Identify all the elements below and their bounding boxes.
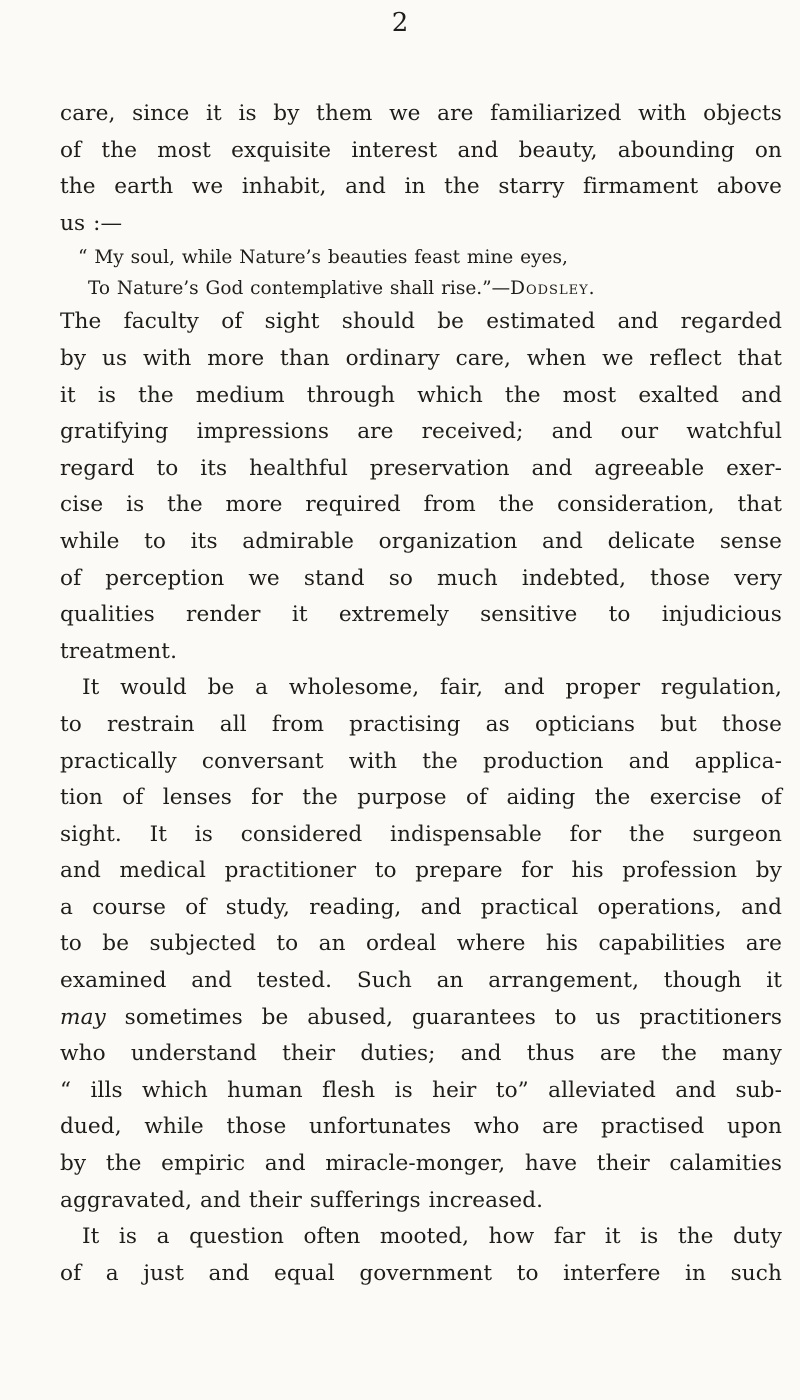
text-line: tion of lenses for the purpose of aiding the exercise of <box>60 785 782 811</box>
text-line: the earth we inhabit, and in the starry firmament above <box>60 174 782 200</box>
text-line: It is a question often mooted, how far it is the duty <box>82 1224 782 1250</box>
text-line: aggravated, and their sufferings increased. <box>60 1187 544 1213</box>
page-number: 2 <box>391 8 409 38</box>
block-quote <box>60 242 782 304</box>
body-text <box>60 96 782 1292</box>
text-line: qualities render it extremely sensitive to injudicious <box>60 602 782 628</box>
text-line: gratifying impressions are received; and our watchful <box>60 419 782 445</box>
text-line: by the empiric and miracle-monger, have their calamities <box>60 1151 782 1177</box>
text-line <box>60 1000 782 1037</box>
quote-line: “ My soul, while Nature’s beauties feast mine eyes, <box>78 247 568 269</box>
text-line: treatment. <box>60 638 178 664</box>
text-line: “ ills which human flesh is heir to” alleviated and sub- <box>60 1077 782 1103</box>
text-line: of a just and equal government to interfere in such <box>60 1260 782 1286</box>
emphasis: may <box>60 1004 106 1030</box>
quote-text: To Nature’s God contemplative shall rise.”— <box>88 278 511 300</box>
text-line: by us with more than ordinary care, when we reflect that <box>60 345 782 371</box>
text-line: while to its admirable organization and delicate sense <box>60 528 782 554</box>
paragraph <box>60 304 782 670</box>
text-line: examined and tested. Such an arrangement, though it <box>60 968 782 994</box>
text-line: to be subjected to an ordeal where his capabilities are <box>60 931 782 957</box>
text-line: care, since it is by them we are familiarized with objects <box>60 101 782 126</box>
text-line: The faculty of sight should be estimated and regarded <box>60 309 782 335</box>
text-run: sometimes be abused, guarantees to us practitioners <box>105 1004 782 1030</box>
text-line: who understand their duties; and thus are the many <box>60 1041 782 1067</box>
text-line: it is the medium through which the most exalted and <box>60 382 782 408</box>
text-line: sight. It is considered indispensable for the surgeon <box>60 821 782 847</box>
text-line: us :— <box>60 210 123 236</box>
text-line: practically conversant with the production and applica- <box>60 748 782 774</box>
paragraph <box>60 1219 782 1292</box>
paragraph <box>60 670 782 1219</box>
text-line: of the most exquisite interest and beauty, abounding on <box>60 137 782 163</box>
quote-attribution: Dodsley. <box>510 278 596 300</box>
text-line: to restrain all from practising as opticians but those <box>60 711 782 737</box>
text-line: dued, while those unfortunates who are practised upon <box>60 1114 782 1140</box>
text-line: of perception we stand so much indebted, those very <box>60 565 782 591</box>
quote-line <box>60 273 782 304</box>
text-line: a course of study, reading, and practical operations, and <box>60 894 782 920</box>
text-line: and medical practitioner to prepare for his profession by <box>60 858 782 884</box>
text-line: regard to its healthful preservation and agreeable exer- <box>60 455 782 481</box>
text-line: It would be a wholesome, fair, and proper regulation, <box>82 675 782 701</box>
text-line: cise is the more required from the consideration, that <box>60 492 782 518</box>
